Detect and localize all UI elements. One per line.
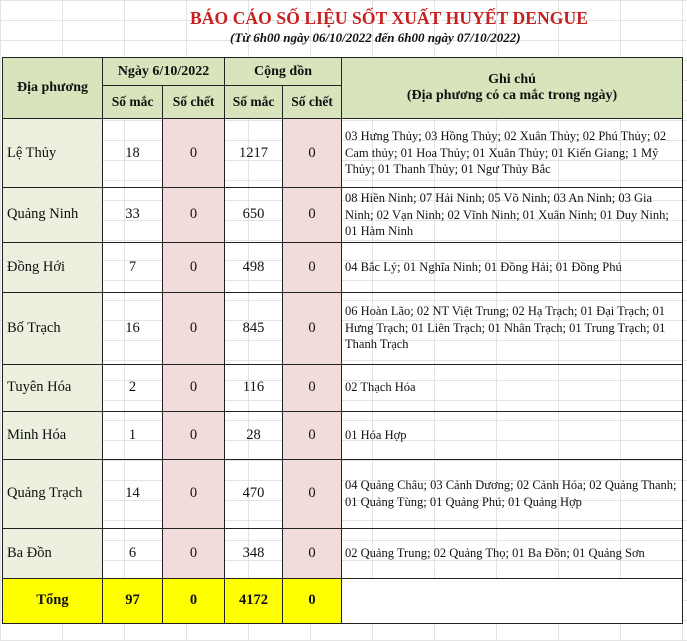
- cell-day-cases[interactable]: 6: [103, 528, 163, 578]
- header-day-cases[interactable]: Số mắc: [103, 86, 163, 119]
- cell-cum-cases[interactable]: 116: [225, 364, 283, 411]
- cell-note[interactable]: 03 Hưng Thủy; 03 Hồng Thủy; 02 Xuân Thủy; 02 Phú Thủy; 02 Cam thủy; 01 Hoa Thủy; 01 Xuân Thủy; 01 Kiến Giang; 1 Mỹ Thủy; 01 Thanh Thủy; 01 Ngư Thủy Bắc: [342, 119, 683, 188]
- cell-cum-deaths[interactable]: 0: [283, 459, 342, 528]
- header-day[interactable]: Ngày 6/10/2022: [103, 58, 225, 86]
- header-note-subtitle: (Địa phương có ca mắc trong ngày): [406, 88, 618, 103]
- cell-day-cases[interactable]: 1: [103, 411, 163, 459]
- table-row: [3, 528, 683, 578]
- cell-note[interactable]: 08 Hiền Ninh; 07 Hải Ninh; 05 Võ Ninh; 03 An Ninh; 03 Gia Ninh; 02 Vạn Ninh; 02 Vĩnh Ninh; 01 Xuân Ninh; 01 Duy Ninh; 01 Hàm Ninh: [342, 188, 683, 243]
- total-cum-cases[interactable]: 4172: [225, 578, 283, 623]
- cell-note[interactable]: 02 Quảng Trung; 02 Quảng Thọ; 01 Ba Đồn; 01 Quảng Sơn: [342, 528, 683, 578]
- cell-day-cases[interactable]: 16: [103, 292, 163, 364]
- cell-cum-cases[interactable]: 470: [225, 459, 283, 528]
- cell-day-deaths[interactable]: 0: [163, 459, 225, 528]
- header-cum-deaths[interactable]: Số chết: [283, 86, 342, 119]
- cell-day-deaths[interactable]: 0: [163, 411, 225, 459]
- table-row: [3, 119, 683, 188]
- cell-day-deaths[interactable]: 0: [163, 364, 225, 411]
- cell-day-deaths[interactable]: 0: [163, 188, 225, 243]
- cell-location[interactable]: Minh Hóa: [3, 411, 103, 459]
- cell-day-deaths[interactable]: 0: [163, 119, 225, 188]
- cell-cum-deaths[interactable]: 0: [283, 364, 342, 411]
- cell-cum-deaths[interactable]: 0: [283, 411, 342, 459]
- cell-location[interactable]: Quảng Trạch: [3, 459, 103, 528]
- dengue-report-table: [2, 57, 683, 624]
- total-note[interactable]: [342, 578, 683, 623]
- table-row: [3, 242, 683, 292]
- total-day-cases[interactable]: 97: [103, 578, 163, 623]
- cell-cum-cases[interactable]: 28: [225, 411, 283, 459]
- cell-day-deaths[interactable]: 0: [163, 292, 225, 364]
- cell-day-cases[interactable]: 7: [103, 242, 163, 292]
- cell-day-cases[interactable]: 2: [103, 364, 163, 411]
- cell-cum-cases[interactable]: 650: [225, 188, 283, 243]
- cell-cum-cases[interactable]: 845: [225, 292, 283, 364]
- cell-cum-deaths[interactable]: 0: [283, 292, 342, 364]
- cell-note[interactable]: 06 Hoàn Lão; 02 NT Việt Trung; 02 Hạ Trạch; 01 Đại Trạch; 01 Hưng Trạch; 01 Liên Trạch; 01 Nhân Trạch; 01 Trung Trạch; 01 Thanh Trạch: [342, 292, 683, 364]
- cell-day-cases[interactable]: 33: [103, 188, 163, 243]
- table-row: [3, 188, 683, 243]
- cell-location[interactable]: Tuyên Hóa: [3, 364, 103, 411]
- cell-location[interactable]: Bố Trạch: [3, 292, 103, 364]
- header-cumulative[interactable]: Cộng dồn: [225, 58, 342, 86]
- cell-cum-deaths[interactable]: 0: [283, 119, 342, 188]
- cell-location[interactable]: Lệ Thủy: [3, 119, 103, 188]
- cell-note[interactable]: 02 Thạch Hóa: [342, 364, 683, 411]
- cell-location[interactable]: Ba Đồn: [3, 528, 103, 578]
- table-row: [3, 292, 683, 364]
- cell-cum-cases[interactable]: 1217: [225, 119, 283, 188]
- cell-note[interactable]: 04 Quảng Châu; 03 Cảnh Dương; 02 Cảnh Hóa; 02 Quảng Thanh; 01 Quảng Tùng; 01 Quảng Phú; 01 Quảng Hợp: [342, 459, 683, 528]
- table-row: [3, 459, 683, 528]
- total-cum-deaths[interactable]: 0: [283, 578, 342, 623]
- report-title: BÁO CÁO SỐ LIỆU SỐT XUẤT HUYẾT DENGUE: [190, 8, 589, 28]
- cell-day-deaths[interactable]: 0: [163, 528, 225, 578]
- cell-day-cases[interactable]: 14: [103, 459, 163, 528]
- cell-cum-cases[interactable]: 348: [225, 528, 283, 578]
- cell-note[interactable]: 04 Bắc Lý; 01 Nghĩa Ninh; 01 Đồng Hải; 01 Đồng Phú: [342, 242, 683, 292]
- cell-day-deaths[interactable]: 0: [163, 242, 225, 292]
- header-note-title: Ghi chú: [488, 72, 536, 87]
- cell-cum-deaths[interactable]: 0: [283, 242, 342, 292]
- table-row: [3, 364, 683, 411]
- cell-cum-cases[interactable]: 498: [225, 242, 283, 292]
- cell-location[interactable]: Quảng Ninh: [3, 188, 103, 243]
- header-cum-cases[interactable]: Số mắc: [225, 86, 283, 119]
- header-note[interactable]: [342, 58, 683, 119]
- total-row: [3, 578, 683, 623]
- cell-day-cases[interactable]: 18: [103, 119, 163, 188]
- header-day-deaths[interactable]: Số chết: [163, 86, 225, 119]
- cell-cum-deaths[interactable]: 0: [283, 188, 342, 243]
- table-row: [3, 411, 683, 459]
- report-subtitle: (Từ 6h00 ngày 06/10/2022 đến 6h00 ngày 07/10/2022): [230, 30, 521, 45]
- cell-cum-deaths[interactable]: 0: [283, 528, 342, 578]
- total-day-deaths[interactable]: 0: [163, 578, 225, 623]
- cell-location[interactable]: Đồng Hới: [3, 242, 103, 292]
- header-location[interactable]: Địa phương: [3, 58, 103, 119]
- cell-note[interactable]: 01 Hóa Hợp: [342, 411, 683, 459]
- total-label[interactable]: Tổng: [3, 578, 103, 623]
